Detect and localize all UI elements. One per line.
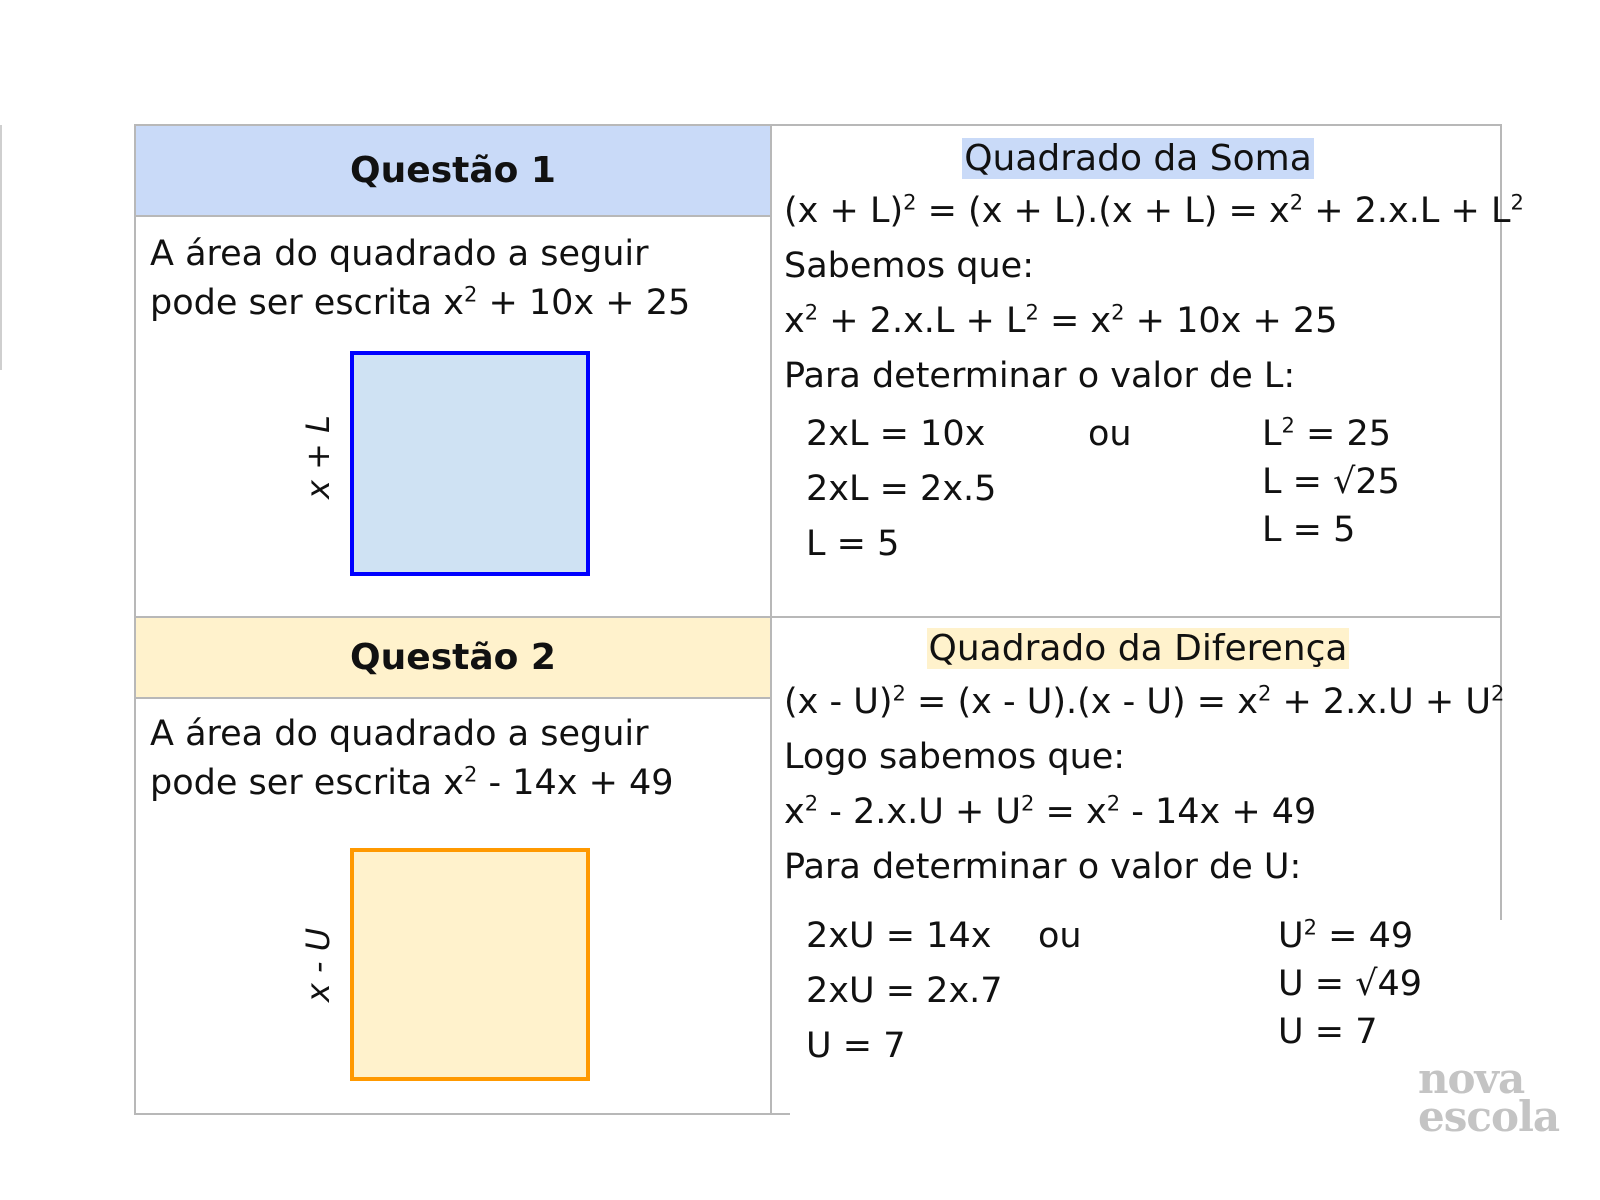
- r1-line3-d: + 10x + 25: [1124, 301, 1338, 341]
- q2-side-label: x - U: [299, 927, 337, 1003]
- r2-line3: [784, 792, 1316, 832]
- r1-line3: [784, 301, 1337, 341]
- r2-line3-b: - 2.x.U + U: [818, 792, 1022, 832]
- r2-formula-a-sup: 2: [892, 681, 906, 706]
- q2-text-pre: pode ser escrita x: [150, 763, 464, 803]
- r1-line3-b: + 2.x.L + L: [818, 301, 1026, 341]
- q2-header: [136, 618, 770, 697]
- r1-line3-a: x: [784, 301, 805, 341]
- r1-formula-c: + 2.x.L + L: [1303, 191, 1511, 231]
- r2-line4: Para determinar o valor de U:: [784, 847, 1302, 887]
- q1-exponent: 2: [463, 282, 478, 307]
- q1-text-pre: pode ser escrita x: [150, 283, 464, 323]
- r2-left-step1: 2xU = 14x: [806, 916, 992, 956]
- r2-line2: Logo sabemos que:: [784, 737, 1126, 777]
- r1-left-step1: 2xL = 10x: [806, 414, 986, 454]
- q1-header: [136, 126, 770, 215]
- r1-right-b: = 25: [1294, 414, 1391, 454]
- r2-left-step2: 2xU = 2x.7: [806, 971, 1003, 1011]
- r2-right-step1: [1278, 916, 1413, 956]
- q2-statement-line2: [150, 759, 674, 808]
- column-divider: [770, 126, 772, 1113]
- q2-text-post: - 14x + 49: [477, 763, 674, 803]
- q1-statement-line2: [150, 279, 690, 328]
- r1-right-step3: L = 5: [1262, 510, 1356, 550]
- r2-right-step3: U = 7: [1278, 1012, 1378, 1052]
- r2-title: [772, 628, 1504, 669]
- r2-formula-a: (x - U): [784, 682, 893, 722]
- logo-line1: nova: [1418, 1054, 1525, 1103]
- q2-exponent: 2: [463, 762, 478, 787]
- r1-right-a: L: [1262, 414, 1282, 454]
- r2-formula: [784, 682, 1504, 722]
- logo-line2: escola: [1418, 1092, 1560, 1141]
- r1-formula-b: = (x + L).(x + L) = x: [916, 191, 1290, 231]
- border-gap-bottom: [790, 1110, 1510, 1120]
- r1-right-step2: L = √25: [1262, 462, 1400, 502]
- q1-text-post: + 10x + 25: [477, 283, 691, 323]
- r2-ou: ou: [1038, 916, 1082, 956]
- q2-header-divider: [136, 697, 770, 699]
- r1-formula-a-sup: 2: [903, 190, 917, 215]
- r1-left-step2: 2xL = 2x.5: [806, 469, 997, 509]
- r1-line3-b-sup: 2: [1025, 300, 1039, 325]
- r2-line3-a-sup: 2: [804, 791, 819, 816]
- q2-header-text: Questão 2: [350, 637, 556, 678]
- r2-line3-c-sup: 2: [1106, 791, 1121, 816]
- r2-left-step3: U = 7: [806, 1026, 906, 1066]
- r1-formula: [784, 191, 1524, 231]
- r1-line2: Sabemos que:: [784, 246, 1035, 286]
- q1-statement-line1: A área do quadrado a seguir: [150, 234, 649, 274]
- r1-formula-b-sup: 2: [1289, 190, 1304, 215]
- q1-square: [350, 351, 590, 576]
- q1-statement: [150, 230, 690, 328]
- q2-square: [350, 848, 590, 1081]
- r1-right-step1: [1262, 414, 1391, 454]
- r1-right-a-sup: 2: [1281, 413, 1295, 438]
- r2-line3-c: = x: [1034, 792, 1107, 832]
- r2-right-step2: U = √49: [1278, 964, 1423, 1004]
- r2-formula-c: + 2.x.U + U: [1271, 682, 1491, 722]
- nova-escola-logo: [1418, 1054, 1560, 1141]
- q2-statement: [150, 710, 674, 808]
- r1-line3-c-sup: 2: [1111, 300, 1125, 325]
- r1-formula-a: (x + L): [784, 191, 904, 231]
- r2-right-b: = 49: [1317, 916, 1414, 956]
- r2-right-a-sup: 2: [1303, 915, 1317, 940]
- r2-right-a: U: [1278, 916, 1304, 956]
- r2-line3-d: - 14x + 49: [1120, 792, 1317, 832]
- r1-ou: ou: [1088, 414, 1132, 454]
- r1-line3-c: = x: [1038, 301, 1112, 341]
- r2-line3-a: x: [784, 792, 805, 832]
- q1-header-divider: [136, 215, 770, 217]
- r2-formula-b-sup: 2: [1257, 681, 1272, 706]
- r2-title-text: Quadrado da Diferença: [928, 628, 1348, 669]
- r2-formula-c-sup: 2: [1490, 681, 1505, 706]
- r1-formula-c-sup: 2: [1510, 190, 1524, 215]
- questions-table: [134, 124, 1524, 1115]
- q1-side-label: x + L: [299, 415, 337, 499]
- left-edge-mark: [0, 125, 2, 370]
- r2-line3-b-sup: 2: [1021, 791, 1035, 816]
- r2-formula-b: = (x - U).(x - U) = x: [905, 682, 1258, 722]
- r1-left-step3: L = 5: [806, 524, 900, 564]
- r1-title: [772, 138, 1504, 179]
- r1-title-text: Quadrado da Soma: [964, 138, 1312, 179]
- r1-line3-a-sup: 2: [804, 300, 819, 325]
- q2-statement-line1: A área do quadrado a seguir: [150, 714, 649, 754]
- r1-line4: Para determinar o valor de L:: [784, 356, 1296, 396]
- q1-header-text: Questão 1: [350, 150, 556, 191]
